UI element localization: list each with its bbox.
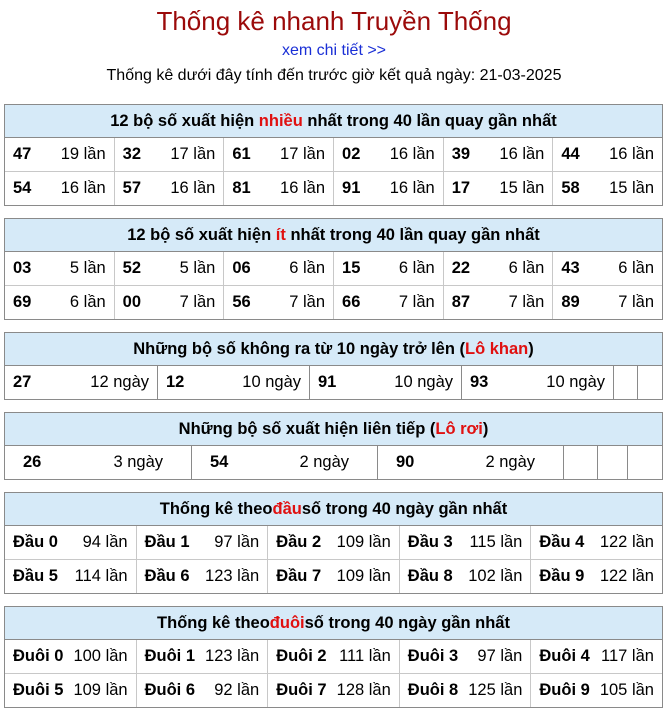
header-text: số trong 40 ngày gần nhất [304,613,510,632]
header-highlight: Lô khan [464,339,529,358]
stat-count: 7 lần [508,293,545,311]
header-highlight: nhiều [258,111,303,130]
table-row [5,171,662,205]
count: 2 ngày [299,453,349,471]
header-highlight: Lô rơi [435,419,483,438]
stat-count: 128 lần [336,681,391,699]
stat-cell [114,252,224,285]
stat-count: 6 lần [618,259,655,277]
stat-cell [552,172,662,205]
count: 10 ngày [242,373,301,391]
count: 10 ngày [546,373,605,391]
stat-cell [223,252,333,285]
count: 2 ngày [485,453,535,471]
header-text: Thống kê theo [159,499,273,518]
stat-number: 57 [122,179,142,197]
stat-count: 111 lần [339,647,391,665]
stat-count: 109 lần [336,533,391,551]
header-text: 12 bộ số xuất hiện [127,225,272,244]
stat-number: Đuôi 9 [539,681,590,699]
lo-khan-item [461,366,613,399]
number: 12 [166,373,185,391]
stat-number: Đuôi 6 [144,681,196,699]
stat-cell [530,526,662,559]
stat-number: 91 [342,179,361,197]
stat-count: 117 lần [601,647,654,665]
dau-section [4,492,663,594]
stat-count: 100 lần [73,647,128,665]
stat-count: 97 lần [477,647,523,665]
stat-count: 15 lần [499,179,545,197]
stat-count: 123 lần [205,647,260,665]
number: 93 [470,373,489,391]
lo-roi-section [4,412,663,480]
empty-cell [627,446,662,479]
stat-count: 15 lần [609,179,655,197]
stat-cell [333,138,443,171]
stat-cell [5,560,136,593]
lo-khan-item [5,366,157,399]
stat-cell [5,172,114,205]
header-text: nhất trong 40 lần quay gần nhất [290,225,540,244]
lo-roi-item [377,446,563,479]
stat-cell [399,674,531,707]
least-frequent-grid [5,252,662,319]
stat-cell [5,138,114,171]
stat-cell [5,526,136,559]
number: 27 [13,373,32,391]
empty-cell [637,366,662,399]
stat-number: 58 [561,179,580,197]
view-details-link[interactable]: xem chi tiết >> [281,42,387,59]
stat-cell [5,674,136,707]
stat-count: 16 lần [389,179,435,197]
table-row [5,252,662,285]
stat-count: 123 lần [205,567,260,585]
header-text: nhất trong 40 lần quay gần nhất [307,111,557,130]
stat-cell [552,286,662,319]
stat-cell [530,674,662,707]
lo-khan-header [5,333,662,366]
stat-count: 125 lần [468,681,523,699]
stat-number: 22 [451,259,471,277]
stat-number: 15 [342,259,361,277]
table-row [5,285,662,319]
number: 91 [318,373,337,391]
header-text: ) [528,339,534,358]
stat-number: Đầu 9 [539,567,585,585]
stat-cell [443,172,553,205]
header-highlight: ít [275,225,286,244]
table-row [5,673,662,707]
stat-number: 06 [232,259,251,277]
stat-cell [223,286,333,319]
stat-count: 17 lần [170,145,216,163]
stat-number: 32 [122,145,142,163]
stat-number: Đầu 7 [276,567,322,585]
stat-cell [5,252,114,285]
stat-number: 56 [232,293,251,311]
lo-khan-section [4,332,663,400]
stat-cell [443,286,553,319]
header-text: số trong 40 ngày gần nhất [301,499,508,518]
stat-number: 87 [451,293,471,311]
most-frequent-grid [5,138,662,205]
stat-count: 7 lần [398,293,435,311]
header-text: Những bộ số không ra từ 10 ngày trở lên ( [133,339,465,358]
most-frequent-header [5,105,662,138]
stat-count: 97 lần [214,533,260,551]
stat-number: 54 [13,179,32,197]
stat-number: 02 [342,145,361,163]
stat-cell [267,674,399,707]
stat-cell [136,560,268,593]
stat-count: 94 lần [82,533,128,551]
stat-cell [443,138,553,171]
header-highlight: đầu [272,499,302,518]
stat-cell [136,526,268,559]
stat-count: 6 lần [289,259,326,277]
lo-roi-item [191,446,377,479]
stat-number: Đầu 1 [144,533,190,551]
stat-count: 16 lần [60,179,106,197]
stat-number: 43 [561,259,580,277]
stat-count: 6 lần [508,259,545,277]
stat-number: 66 [342,293,361,311]
stat-cell [5,640,136,673]
count: 3 ngày [113,453,163,471]
stat-count: 7 lần [618,293,655,311]
lo-khan-item [157,366,309,399]
stat-cell [114,172,224,205]
stat-number: Đuôi 3 [407,647,459,665]
table-row [5,138,662,171]
header-highlight: đuôi [269,613,305,632]
stat-count: 109 lần [336,567,391,585]
stat-number: 89 [561,293,580,311]
stat-count: 19 lần [60,145,106,163]
stat-count: 115 lần [469,533,523,551]
stat-cell [114,138,224,171]
stat-cell [223,172,333,205]
stat-cell [530,640,662,673]
stat-count: 17 lần [280,145,326,163]
stat-number: Đầu 4 [539,533,585,551]
stat-count: 16 lần [389,145,435,163]
stat-number: 17 [451,179,471,197]
stat-number: Đuôi 1 [144,647,196,665]
stat-number: Đầu 0 [13,533,58,551]
stat-count: 7 lần [289,293,326,311]
stat-cell [267,560,399,593]
stat-number: Đuôi 8 [407,681,459,699]
count: 12 ngày [90,373,149,391]
stat-cell [552,252,662,285]
stat-cell [267,640,399,673]
duoi-section [4,606,663,708]
stat-number: Đuôi 0 [13,647,64,665]
stat-cell [136,674,268,707]
lo-roi-row [5,446,662,479]
least-frequent-header [5,219,662,252]
count: 10 ngày [394,373,453,391]
empty-cell [563,446,597,479]
stat-count: 114 lần [74,567,128,585]
stat-count: 16 lần [170,179,216,197]
stat-number: Đuôi 4 [539,647,590,665]
table-row [5,526,662,559]
stat-count: 122 lần [599,533,654,551]
table-row [5,640,662,673]
stat-count: 16 lần [280,179,326,197]
page-title: Thống kê nhanh Truyền Thống [156,6,512,36]
stat-number: Đầu 5 [13,567,58,585]
header-text: Thống kê theo [157,613,270,632]
dau-grid [5,526,662,593]
stat-cell [399,526,531,559]
number: 54 [210,453,229,471]
stat-number: 00 [122,293,142,311]
stat-count: 16 lần [499,145,545,163]
least-frequent-section [4,218,663,320]
stat-cell [223,138,333,171]
stat-count: 5 lần [179,259,216,277]
lo-roi-item [5,446,191,479]
stat-count: 105 lần [599,681,654,699]
stat-number: Đầu 3 [407,533,453,551]
stat-number: Đuôi 2 [276,647,327,665]
stat-cell [399,560,531,593]
stat-cell [443,252,553,285]
stat-cell [5,286,114,319]
stat-cell [114,286,224,319]
lo-khan-row [5,366,662,399]
lo-roi-header [5,413,662,446]
stat-number: Đầu 8 [407,567,453,585]
duoi-grid [5,640,662,707]
number: 26 [23,453,42,471]
empty-cell [597,446,627,479]
stat-cell [333,172,443,205]
duoi-header [5,607,662,640]
stat-count: 6 lần [398,259,435,277]
stat-cell [333,252,443,285]
lo-khan-item [309,366,461,399]
stat-cell [552,138,662,171]
stat-number: Đầu 2 [276,533,322,551]
stat-count: 6 lần [69,293,106,311]
stat-number: 61 [232,145,251,163]
stat-number: 39 [451,145,471,163]
stat-count: 7 lần [179,293,216,311]
stat-count: 5 lần [69,259,106,277]
stat-count: 122 lần [599,567,654,585]
stat-cell [399,640,531,673]
date-subtitle: Thống kê dưới đây tính đến trước giờ kết quả ngày: 21-03-2025 [106,67,562,84]
stat-number: 69 [13,293,32,311]
stat-number: 44 [561,145,580,163]
number: 90 [396,453,415,471]
stat-count: 102 lần [468,567,523,585]
stat-count: 109 lần [73,681,128,699]
stat-cell [136,640,268,673]
stat-number: Đầu 6 [144,567,190,585]
stat-cell [267,526,399,559]
stat-number: 47 [13,145,32,163]
stat-number: 03 [13,259,32,277]
most-frequent-section [4,104,663,206]
table-row [5,559,662,593]
header-text: 12 bộ số xuất hiện [110,111,255,130]
stat-count: 92 lần [214,681,260,699]
header-text: Những bộ số xuất hiện liên tiếp ( [178,419,436,438]
stat-cell [530,560,662,593]
stat-cell [333,286,443,319]
stat-count: 16 lần [609,145,655,163]
empty-cell [613,366,637,399]
stat-number: 81 [232,179,251,197]
stat-number: Đuôi 7 [276,681,327,699]
header-text: ) [482,419,489,438]
stat-number: 52 [122,259,142,277]
dau-header [5,493,662,526]
stat-number: Đuôi 5 [13,681,64,699]
